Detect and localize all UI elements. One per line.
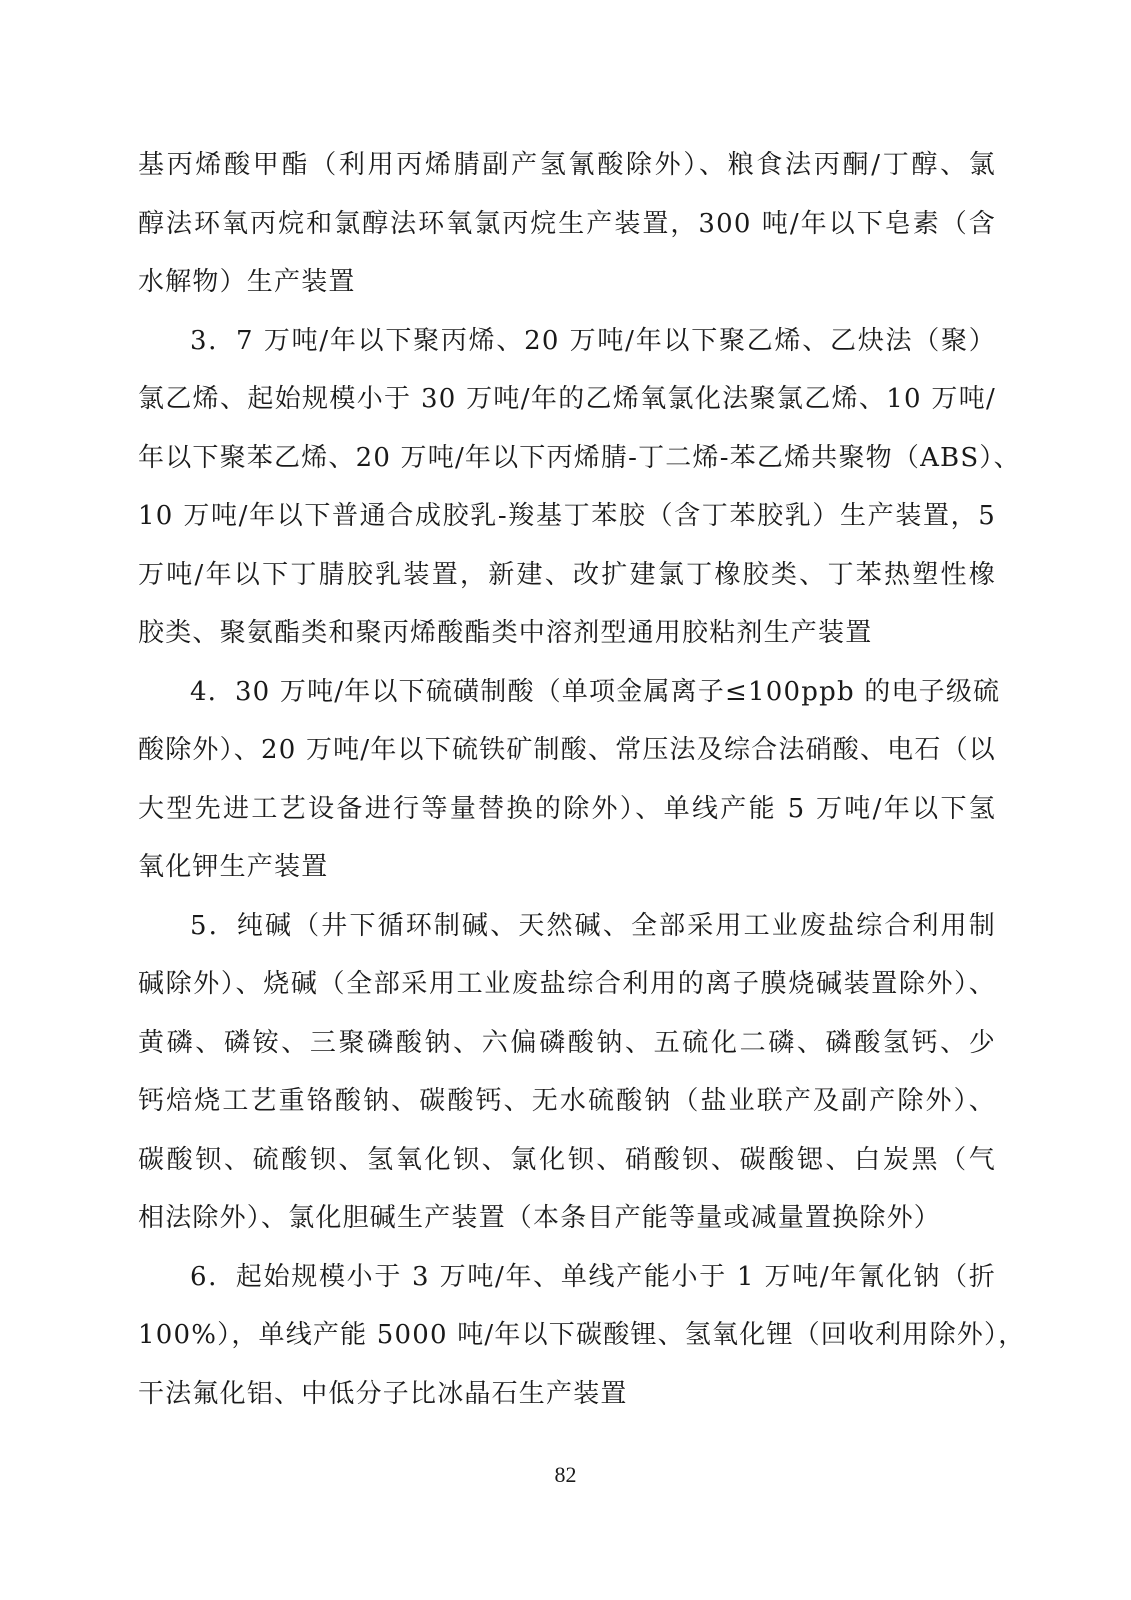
- text-line: 氯乙烯、起始规模小于 30 万吨/年的乙烯氧氯化法聚氯乙烯、10 万吨/: [138, 384, 996, 414]
- document-body: [138, 142, 1026, 1429]
- page-number: 82: [554, 1462, 577, 1487]
- text-line: 年以下聚苯乙烯、20 万吨/年以下丙烯腈-丁二烯-苯乙烯共聚物（ABS）、: [138, 442, 1021, 473]
- item-6-first-line: 6．起始规模小于 3 万吨/年、单线产能小于 1 万吨/年氰化钠（折: [190, 1261, 996, 1292]
- text-line: 酸除外）、20 万吨/年以下硫铁矿制酸、常压法及综合法硝酸、电石（以: [138, 735, 996, 765]
- text-line: 钙焙烧工艺重铬酸钠、碳酸钙、无水硫酸钠（盐业联产及副产除外）、: [138, 1086, 996, 1116]
- text-line: 10 万吨/年以下普通合成胶乳-羧基丁苯胶（含丁苯胶乳）生产装置，5: [138, 501, 996, 531]
- text-line: 醇法环氧丙烷和氯醇法环氧氯丙烷生产装置，300 吨/年以下皂素（含: [138, 208, 996, 239]
- text-line: 基丙烯酸甲酯（利用丙烯腈副产氢氰酸除外）、粮食法丙酮/丁醇、氯: [138, 150, 996, 180]
- item-3-first-line: 3．7 万吨/年以下聚丙烯、20 万吨/年以下聚乙烯、乙炔法（聚）: [190, 325, 996, 356]
- text-line: 水解物）生产装置: [138, 267, 356, 297]
- item-5-first-line: 5．纯碱（井下循环制碱、天然碱、全部采用工业废盐综合利用制: [190, 910, 996, 941]
- text-line: 干法氟化铝、中低分子比冰晶石生产装置: [138, 1378, 628, 1409]
- item-4-first-line: 4．30 万吨/年以下硫磺制酸（单项金属离子≤100ppb 的电子级硫: [190, 676, 1001, 707]
- text-line: 胶类、聚氨酯类和聚丙烯酸酯类中溶剂型通用胶粘剂生产装置: [138, 618, 873, 648]
- text-line: 相法除外）、氯化胆碱生产装置（本条目产能等量或减量置换除外）: [138, 1203, 942, 1233]
- text-line: 万吨/年以下丁腈胶乳装置，新建、改扩建氯丁橡胶类、丁苯热塑性橡: [138, 559, 996, 590]
- text-line: 碳酸钡、硫酸钡、氢氧化钡、氯化钡、硝酸钡、碳酸锶、白炭黑（气: [138, 1144, 996, 1175]
- text-line: 黄磷、磷铵、三聚磷酸钠、六偏磷酸钠、五硫化二磷、磷酸氢钙、少: [138, 1027, 996, 1058]
- text-line: 大型先进工艺设备进行等量替换的除外）、单线产能 5 万吨/年以下氢: [138, 793, 996, 824]
- text-line: 100%），单线产能 5000 吨/年以下碳酸锂、氢氧化锂（回收利用除外），: [138, 1320, 1026, 1350]
- text-line: 碱除外）、烧碱（全部采用工业废盐综合利用的离子膜烧碱装置除外）、: [138, 969, 996, 999]
- text-line: 氧化钾生产装置: [138, 852, 329, 882]
